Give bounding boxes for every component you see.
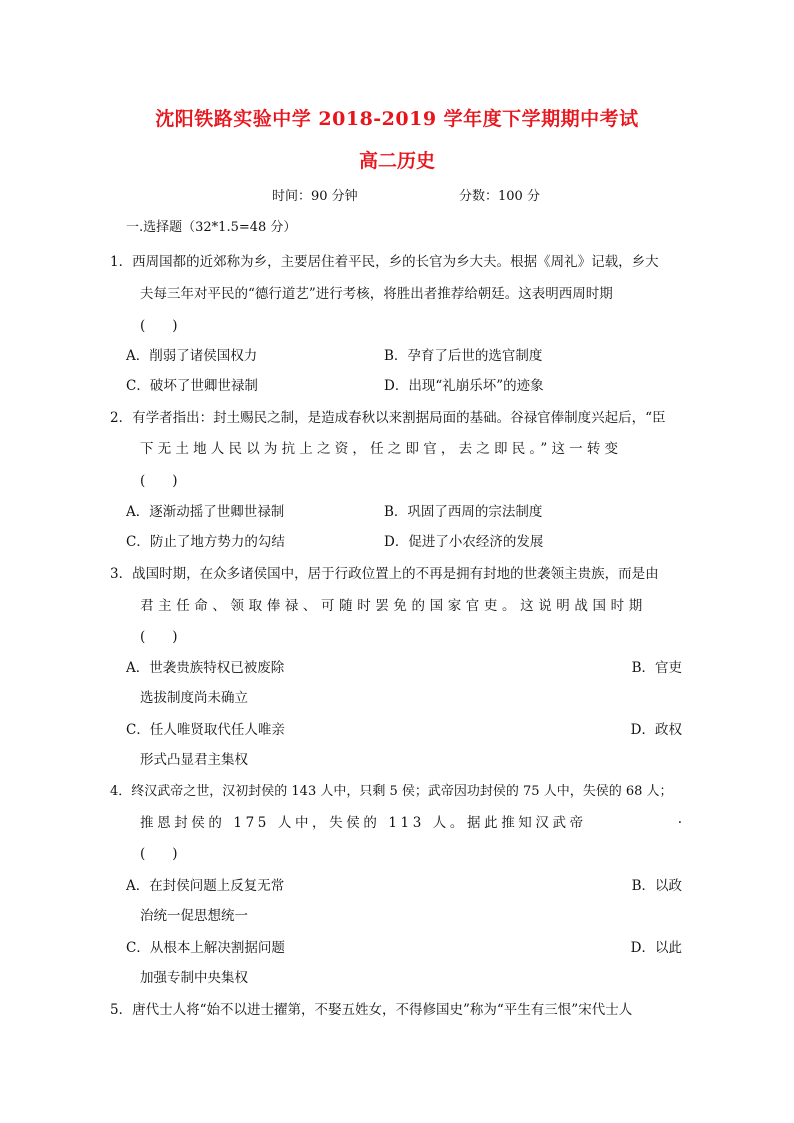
section-label: 一.选择题（32*1.5=48 分） [126, 220, 297, 235]
option-c: C．任人唯贤取代任人唯亲 [126, 722, 285, 738]
question-stem-line: 5．唐代士人将“始不以进士擢第，不娶五姓女，不得修国史”称为“平生有三恨”宋代士人 [110, 1002, 633, 1018]
exam-time: 时间：90 分钟 [272, 189, 358, 204]
option-a: A．削弱了诸侯国权力 [126, 348, 258, 364]
option-b: B．孕育了后世的选官制度 [384, 348, 543, 364]
answer-blank: ( ) [140, 629, 178, 645]
option-b-continued: 治统一促思想统一 [140, 908, 248, 924]
option-a: A．世袭贵族特权已被废除 [126, 660, 285, 676]
answer-blank: ( ) [140, 473, 178, 489]
option-b: B．以政 [631, 878, 682, 894]
question-stem-line: 4．终汉武帝之世，汉初封侯的 143 人中，只剩 5 侯；武帝因功封侯的 75 人中，失侯的 68 人； [110, 784, 673, 799]
question-stem-line: 下无土地人民以为抗上之资，任之即官，去之即民。”这一转变 [140, 441, 623, 457]
option-c: C．破坏了世卿世禄制 [126, 378, 258, 394]
option-c: C．防止了地方势力的勾结 [126, 534, 285, 550]
option-a: A．在封侯问题上反复无常 [126, 878, 285, 894]
option-b-continued: 选拔制度尚未确立 [140, 690, 248, 706]
answer-blank: ( ) [140, 318, 178, 334]
exam-score: 分数：100 分 [459, 189, 540, 204]
option-d: D．促进了小农经济的发展 [384, 534, 544, 550]
question-stem-line: 推恩封侯的 175 人中，失侯的 113 人。据此推知汉武帝 [140, 815, 587, 831]
option-a: A．逐渐动摇了世卿世禄制 [126, 504, 285, 520]
option-d: D．政权 [630, 722, 682, 738]
option-c: C．从根本上解决割据问题 [126, 940, 285, 956]
option-b: B．巩固了西周的宗法制度 [384, 504, 543, 520]
question-stem-line: 1．西周国都的近郊称为乡，主要居住着平民，乡的长官为乡大夫。根据《周礼》记载，乡大 [110, 254, 659, 270]
question-stem-line: 2．有学者指出：封土赐民之制，是造成春秋以来割据局面的基础。谷禄官俸制度兴起后，“臣 [110, 410, 666, 426]
exam-title: 沈阳铁路实验中学 2018-2019 学年度下学期期中考试 [155, 108, 639, 130]
question-stem-line: 3．战国时期，在众多诸侯国中，居于行政位置上的不再是拥有封地的世袭领主贵族，而是由 [110, 566, 659, 582]
question-stem-line: 君主任命、领取俸禄、可随时罢免的国家官吏。这说明战国时期 [140, 598, 647, 614]
subject-title: 高二历史 [358, 150, 435, 172]
answer-blank: ( ) [140, 846, 178, 862]
option-d: D．出现“礼崩乐坏”的迹象 [384, 378, 544, 394]
option-d-continued: 形式凸显君主集权 [140, 752, 248, 768]
option-b: B．官吏 [631, 660, 682, 676]
stem-end-mark: . [677, 811, 682, 827]
option-d-continued: 加强专制中央集权 [140, 970, 248, 986]
question-stem-line: 夫每三年对平民的“德行道艺”进行考核，将胜出者推荐给朝廷。这表明西周时期 [140, 286, 613, 302]
option-d: D．以此 [630, 940, 682, 956]
